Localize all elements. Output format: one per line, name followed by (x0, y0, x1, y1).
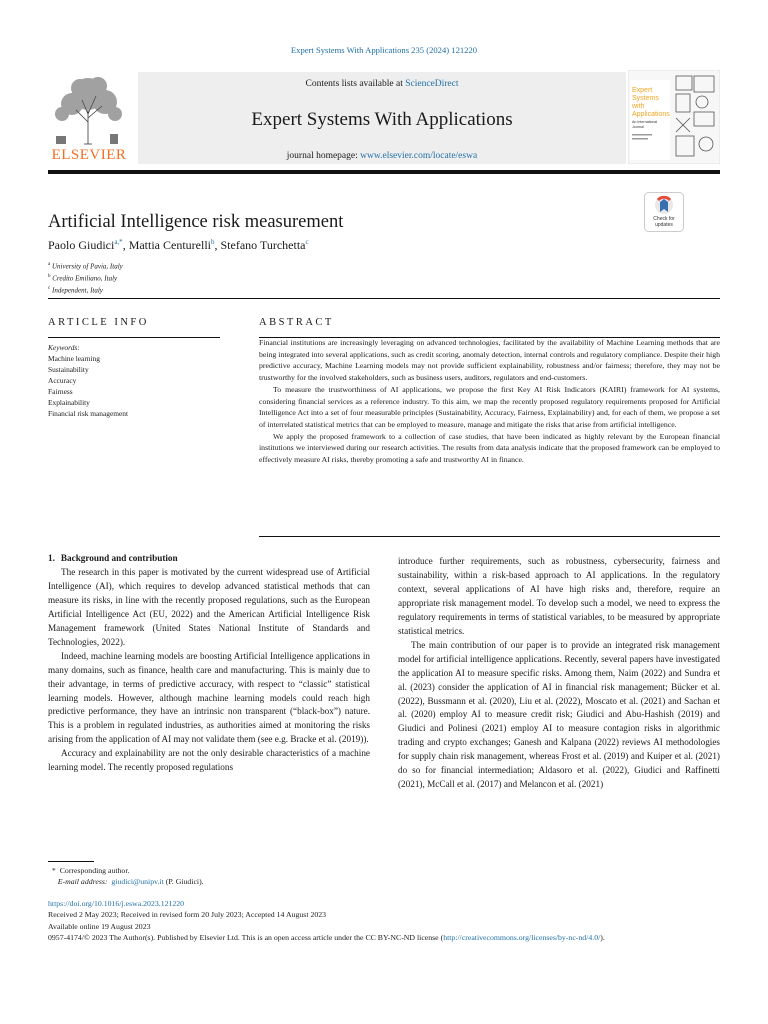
keywords-list (48, 342, 220, 419)
footnote-rule (48, 861, 94, 862)
sciencedirect-link[interactable]: ScienceDirect (405, 79, 459, 89)
journal-reference[interactable]: Expert Systems With Applications 235 (2024) 121220 (290, 45, 478, 55)
email-note (48, 876, 720, 887)
journal-homepage-link[interactable]: www.elsevier.com/locate/eswa (360, 151, 478, 161)
section-number: 1. (48, 553, 55, 563)
corresponding-author-text: Corresponding author. (59, 866, 130, 875)
author-name[interactable]: Stefano Turchetta (220, 238, 306, 252)
affiliation-text: University of Pavia, Italy (51, 262, 123, 271)
masthead-rule (48, 170, 720, 174)
journal-cover-thumbnail[interactable] (628, 70, 720, 164)
affiliation-marker: c (48, 286, 51, 292)
article-footer (48, 898, 720, 943)
available-online: Available online 19 August 2023 (48, 921, 151, 931)
abstract-heading: ABSTRACT (259, 317, 334, 328)
elsevier-tree-icon (48, 70, 130, 148)
affiliation-text: Credito Emiliano, Italy (52, 274, 118, 283)
affiliation-marker: a (48, 262, 51, 267)
copyright-line (48, 932, 720, 943)
corresponding-author-note (48, 865, 720, 876)
email-label: E-mail address: (57, 877, 108, 887)
check-for-updates-badge[interactable] (644, 192, 684, 232)
contents-prefix: Contents lists available at (305, 79, 406, 89)
doi-link[interactable]: https://doi.org/10.1016/j.eswa.2023.121220 (48, 899, 185, 908)
affiliation-item (48, 284, 123, 296)
affiliations (48, 260, 123, 296)
article-title: Artificial Intelligence risk measurement (48, 212, 344, 232)
author-affiliation-marker[interactable]: a,* (114, 238, 123, 246)
contents-line (138, 79, 626, 89)
copyright-suffix: ). (600, 932, 605, 942)
svg-text:Applications: Applications (632, 111, 670, 118)
svg-text:Expert: Expert (632, 87, 653, 94)
check-for-updates-label: Check for updates (653, 216, 675, 228)
abstract-paragraph: To measure the trustworthiness of AI applications, we propose the first Key AI Risk Indicators (KAIRI) framework for AI systems, considering financial services as a reference industry. To this aim, we map the recently proposed regulatory requirements proposed for Artificial Intelligence Act into a set of four measurable principles (Sustainability, Accuracy, Fairness, Explainability) and, for each of them, we propose a set of interrelated statistical metrics that can be employed to measure, manage and mitigate the risks that arise from artificial intelligence. (259, 384, 720, 429)
license-link[interactable]: http://creativecommons.org/licenses/by-nc-nd/4.0/ (443, 932, 601, 942)
body-left-column (48, 552, 370, 775)
received-dates: Received 2 May 2023; Received in revised form 20 July 2023; Accepted 14 August 2023 (48, 910, 327, 920)
section-title: Background and contribution (60, 553, 178, 563)
svg-text:Journal: Journal (632, 125, 644, 129)
svg-text:with: with (632, 103, 645, 110)
keyword: Financial risk management (48, 409, 129, 418)
body-paragraph: introduce further requirements, such as robustness, cybersecurity, fairness and sustainability, within a risk-based approach to AI applications. In the regulatory context, several applications of AI have high risks and, therefore, require an appropriate risk management model. To develop such a model, we need to express the regulatory requirements in terms of statistical variables, to be measured by appropriate statistical metrics. (398, 556, 720, 636)
keywords-label: Keywords: (48, 343, 80, 352)
masthead-banner (138, 72, 626, 164)
svg-text:Systems: Systems (632, 95, 659, 102)
footnotes (48, 865, 720, 888)
body-paragraph: Indeed, machine learning models are boosting Artificial Intelligence applications in many domains, such as finance, health care and manufacturing. This is mainly due to their advantage, in terms of predictive accuracy, with respect to “classic” statistical learning models. However, although machine learning models could reach high predictive performance, they have an intrinsic non transparent (“black-box”) nature. This is a problem in regulated industries, as authorities aimed at monitoring the risks arising from the application of AI may not validate them (see e.g. Bracke et al. (2019)). (48, 650, 370, 745)
email-suffix: (P. Giudici). (165, 877, 204, 887)
affiliation-item (48, 272, 123, 284)
email-link[interactable]: giudici@unipv.it (111, 877, 164, 887)
body-paragraph: The main contribution of our paper is to provide an integrated risk management model for artificial intelligence applications. Recently, several papers have investigated the application AI to measure specific risks. Among them, Naim (2022) and Sundra et al. (2023) consider the application of AI in financial risk management; Bücker et al. (2022), Bussmann et al. (2020), Liu et al. (2022), Moscato et al. (2021) and Sachan et al. (2020) employ AI to measure credit risk; Giudici and Abu-Hashish (2019) and Giudici and Polinesi (2021) employ AI to measure contagion risks in algorithmic trading and crypto exchanges; Ganesh and Kalpana (2022) reviews AI methodologies for supply chain risk management, whereas Frost et al. (2019) and Kuiper et al. (2021) do so for financial intermediation; Aldasoro et al. (2022), Giudici and Raffinetti (2021), McCall et al. (2017) and Melancon et al. (2021) (398, 639, 720, 790)
author-name[interactable]: Paolo Giudici (48, 238, 115, 252)
section-heading (48, 552, 370, 566)
author-block-rule (48, 298, 720, 299)
homepage-prefix: journal homepage: (286, 151, 361, 161)
keyword: Sustainability (48, 365, 89, 374)
body-right-column (398, 555, 720, 792)
footnote-marker: * (51, 866, 56, 875)
elsevier-logo[interactable] (48, 70, 130, 164)
abstract-body (259, 337, 720, 466)
copyright-text: 0957-4174/© 2023 The Author(s). Published by Elsevier Ltd. This is an open access article under the CC BY-NC-ND license ( (48, 932, 444, 942)
elsevier-wordmark: ELSEVIER (51, 147, 127, 163)
author-affiliation-marker[interactable]: c (305, 238, 309, 246)
body-paragraph: The research in this paper is motivated by the current widespread use of Artificial Intelligence (AI), which requires to develop advanced statistical methods that can measure its risks, in line with the recently proposed regulations, such as the European Artificial Intelligence Act (EU, 2022) and the American Artificial Intelligence Risk Management framework (United States National Institute of Standards and Technologies, 2022). (48, 566, 370, 647)
keyword: Machine learning (48, 354, 100, 363)
author-list: Paolo Giudici$^{a,*}$, Mattia Centurelli$^b$, Stefano Turchetta$^c$ (48, 238, 309, 252)
author-affiliation-marker[interactable]: b (211, 238, 215, 246)
affiliation-marker: b (48, 274, 51, 280)
homepage-line (138, 151, 626, 161)
article-info-heading: ARTICLE INFO (48, 317, 149, 328)
author-name[interactable]: Mattia Centurelli (128, 238, 211, 252)
journal-cover-image (628, 70, 720, 164)
abstract-bottom-rule (259, 536, 720, 537)
journal-masthead (48, 70, 720, 164)
article-info-rule (48, 337, 220, 338)
abstract-paragraph: Financial institutions are increasingly leveraging on advanced technologies, facilitated by the availability of Machine Learning methods that are being integrated into several applications, such as credit scoring, anomaly detection, internal controls and regulatory compliance. Despite their high predictive accuracy, Machine Learning models may not provide sufficient explainability, robustness and/or fairness; therefore, they may not be trustworthy for the involved stakeholders, such as business users, auditors, regulators and end-customers. (259, 338, 720, 383)
keyword: Accuracy (48, 376, 77, 385)
body-paragraph: Accuracy and explainability are not the only desirable characteristics of a machine learning model. The recently proposed regulations (48, 748, 370, 773)
journal-title[interactable]: Expert Systems With Applications (251, 109, 513, 130)
affiliation-item (48, 260, 123, 272)
abstract-paragraph: We apply the proposed framework to a collection of case studies, that have been indicated as highly relevant by the European financial institutions we interviewed during our research activities. The results from data analysis indicate that the proposed framework can be employed to effectively measure AI risks, thereby promoting a safe and trustworthy AI in finance. (259, 431, 720, 465)
keyword: Fairness (48, 387, 73, 396)
svg-text:An International: An International (632, 120, 658, 124)
keyword: Explainability (48, 398, 90, 407)
affiliation-text: Independent, Italy (51, 286, 103, 295)
